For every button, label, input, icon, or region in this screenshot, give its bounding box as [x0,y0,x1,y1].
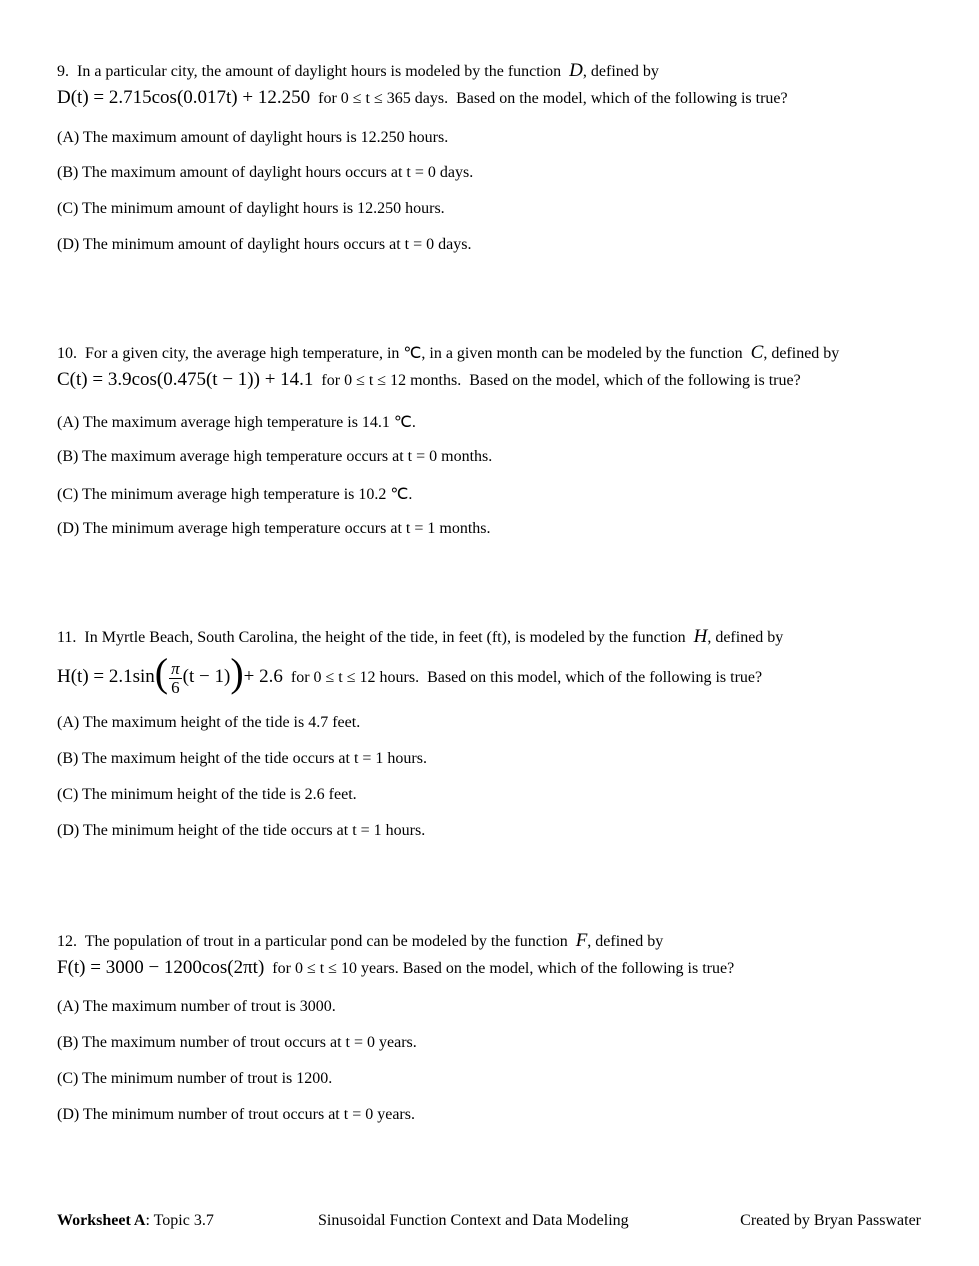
domain-text: for 0 ≤ t ≤ 12 months. [321,372,462,389]
question-intro: The population of trout in a particular pond can be modeled by the function [84,933,568,950]
fraction-numerator: π [171,658,180,678]
defined-by: , defined by [587,933,664,950]
option-d: (D) The minimum height of the tide occurs at t = 1 hours. [57,822,426,839]
question-ask: Based on the model, which of the following is true? [402,960,735,977]
page-footer [57,1212,921,1234]
domain-text: for 0 ≤ t ≤ 12 hours. [290,669,420,686]
question-ask: Based on the model, which of the following is true? [456,90,788,107]
footer-author: Created by Bryan Passwater [740,1212,921,1229]
pi-over-six-fraction [169,660,182,697]
question-ask: Based on the model, which of the following is true? [469,372,801,389]
defined-by: , defined by [763,345,840,362]
worksheet-label: Worksheet A [57,1212,146,1229]
defined-by: , defined by [707,629,784,646]
question-12-stem [57,928,937,982]
question-intro: In a particular city, the amount of daylight hours is modeled by the function [77,63,562,80]
question-number: 10. [57,345,77,362]
option-a: (A) The maximum average high temperature is 14.1 ℃. [57,414,416,431]
worksheet-topic: : Topic 3.7 [145,1212,214,1229]
option-c: (C) The minimum average high temperature is 10.2 ℃. [57,486,413,503]
domain-text: for 0 ≤ t ≤ 10 years. [272,960,399,977]
option-b: (B) The maximum number of trout occurs at t = 0 years. [57,1034,417,1051]
option-d: (D) The minimum amount of daylight hours occurs at t = 0 days. [57,236,472,253]
question-10 [57,340,937,537]
function-name: D [569,60,583,81]
close-paren: ) [230,650,244,695]
defined-by: , defined by [582,63,659,80]
option-c: (C) The minimum height of the tide is 2.6 feet. [57,786,357,803]
question-9 [57,58,937,253]
question-number: 12. [57,933,77,950]
option-d: (D) The minimum average high temperature occurs at t = 1 months. [57,520,491,537]
question-intro: For a given city, the average high temperature, in ℃, in a given month can be modeled by the function [85,345,743,362]
model-equation-left: H(t) = 2.1sin [57,666,155,687]
question-10-stem [57,340,937,394]
question-intro: In Myrtle Beach, South Carolina, the height of the tide, in feet (ft), is modeled by the function [84,629,686,646]
question-9-stem [57,58,937,112]
option-c: (C) The minimum number of trout is 1200. [57,1070,333,1087]
footer-title: Sinusoidal Function Context and Data Modeling [318,1212,629,1229]
model-inner: (t − 1) [182,666,231,687]
option-b: (B) The maximum average high temperature occurs at t = 0 months. [57,448,493,465]
question-number: 11. [57,629,77,646]
model-equation: C(t) = 3.9cos(0.475(t − 1)) + 14.1 [57,369,314,390]
option-d: (D) The minimum number of trout occurs at t = 0 years. [57,1106,415,1123]
domain-text: for 0 ≤ t ≤ 365 days. [318,90,449,107]
question-number: 9. [57,63,69,80]
option-b: (B) The maximum amount of daylight hours occurs at t = 0 days. [57,164,474,181]
question-11 [57,624,937,839]
function-name: H [693,626,708,647]
function-name: C [750,342,764,363]
model-equation-right: + 2.6 [243,666,283,687]
option-a: (A) The maximum height of the tide is 4.7 feet. [57,714,361,731]
option-a: (A) The maximum amount of daylight hours is 12.250 hours. [57,129,449,146]
function-name: F [575,930,588,951]
model-equation: D(t) = 2.715cos(0.017t) + 12.250 [57,87,311,108]
model-equation: F(t) = 3000 − 1200cos(2πt) [57,957,265,978]
option-c: (C) The minimum amount of daylight hours is 12.250 hours. [57,200,445,217]
question-12 [57,928,937,1123]
question-11-stem [57,624,937,698]
footer-worksheet [57,1212,214,1230]
option-b: (B) The maximum height of the tide occurs at t = 1 hours. [57,750,427,767]
open-paren: ( [154,650,169,695]
fraction-denominator: 6 [171,677,180,697]
question-ask: Based on this model, which of the following is true? [427,669,763,686]
option-a: (A) The maximum number of trout is 3000. [57,998,336,1015]
